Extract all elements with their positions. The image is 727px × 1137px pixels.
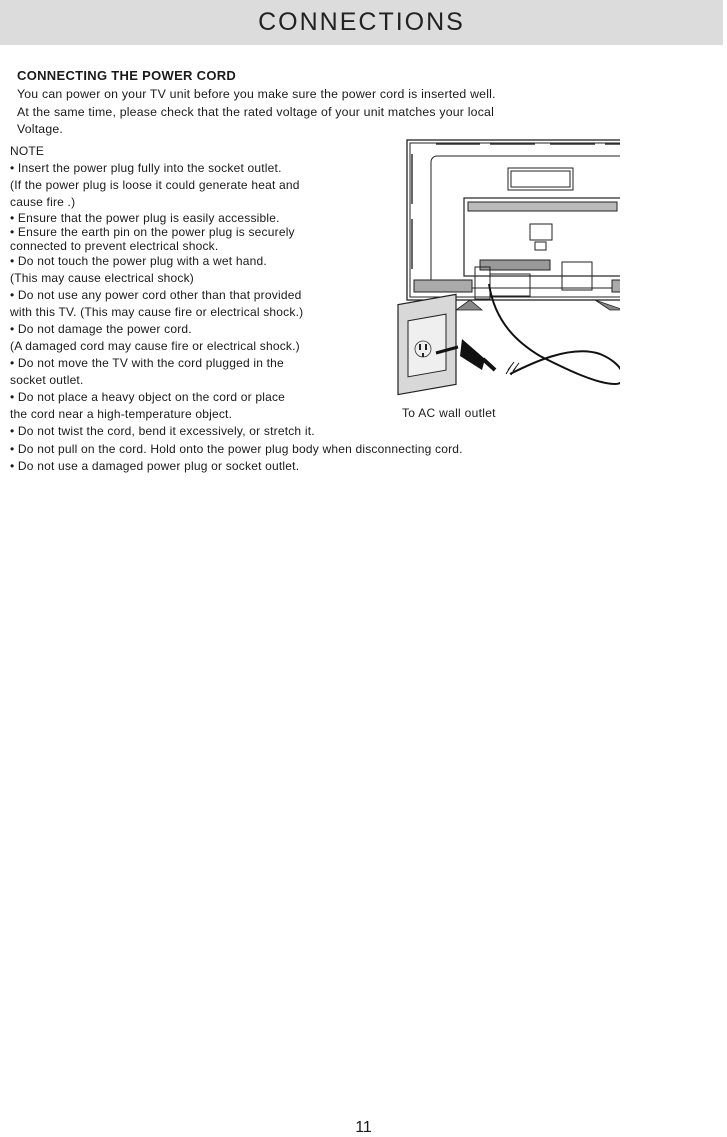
note-line: • Do not use any power cord other than that provided (10, 288, 302, 302)
note-line: (A damaged cord may cause fire or electrical shock.) (10, 339, 300, 353)
note-line: cause fire .) (10, 195, 76, 209)
page-number: 11 (355, 1119, 372, 1136)
note-line: • Do not twist the cord, bend it excessively, or stretch it. (10, 424, 315, 438)
note-line: • Do not touch the power plug with a wet hand. (10, 254, 267, 268)
note-heading: NOTE (10, 144, 45, 158)
note-line: with this TV. (This may cause fire or electrical shock.) (10, 305, 304, 319)
note-line: • Do not damage the power cord. (10, 322, 192, 336)
page-title: CONNECTIONS (258, 8, 465, 36)
note-line: • Ensure that the power plug is easily accessible. (10, 211, 280, 225)
note-line: • Do not use a damaged power plug or socket outlet. (10, 459, 300, 473)
intro-line: At the same time, please check that the rated voltage of your unit matches your local (17, 104, 495, 119)
intro-paragraph (17, 86, 577, 139)
wall-socket (398, 294, 456, 394)
page-header (0, 0, 723, 45)
section-title: CONNECTING THE POWER CORD (17, 68, 237, 83)
note-line: connected to prevent electrical shock. (10, 239, 219, 253)
tv-power-connection-illustration (390, 134, 620, 424)
note-line: socket outlet. (10, 373, 84, 387)
intro-line: You can power on your TV unit before you make sure the power cord is inserted well. (17, 87, 496, 101)
tv-stand-feet (456, 300, 620, 310)
note-line: (This may cause electrical shock) (10, 271, 194, 285)
note-line: • Do not pull on the cord. Hold onto the power plug body when disconnecting cord. (10, 441, 463, 456)
note-list (10, 143, 303, 423)
note-line: • Insert the power plug fully into the socket outlet. (10, 161, 282, 175)
note-line: the cord near a high-temperature object. (10, 407, 233, 421)
note-line: (If the power plug is loose it could generate heat and (10, 178, 300, 192)
note-line: • Do not place a heavy object on the cord or place (10, 390, 286, 404)
note-line: • Do not move the TV with the cord plugged in the (10, 356, 284, 370)
cord-break-mark (506, 362, 519, 375)
note-list-continued (10, 423, 463, 476)
figure-caption: To AC wall outlet (402, 406, 496, 420)
intro-line: Voltage. (17, 122, 64, 136)
tv-rear-panel (407, 140, 620, 300)
note-line: • Ensure the earth pin on the power plug is securely (10, 225, 295, 239)
